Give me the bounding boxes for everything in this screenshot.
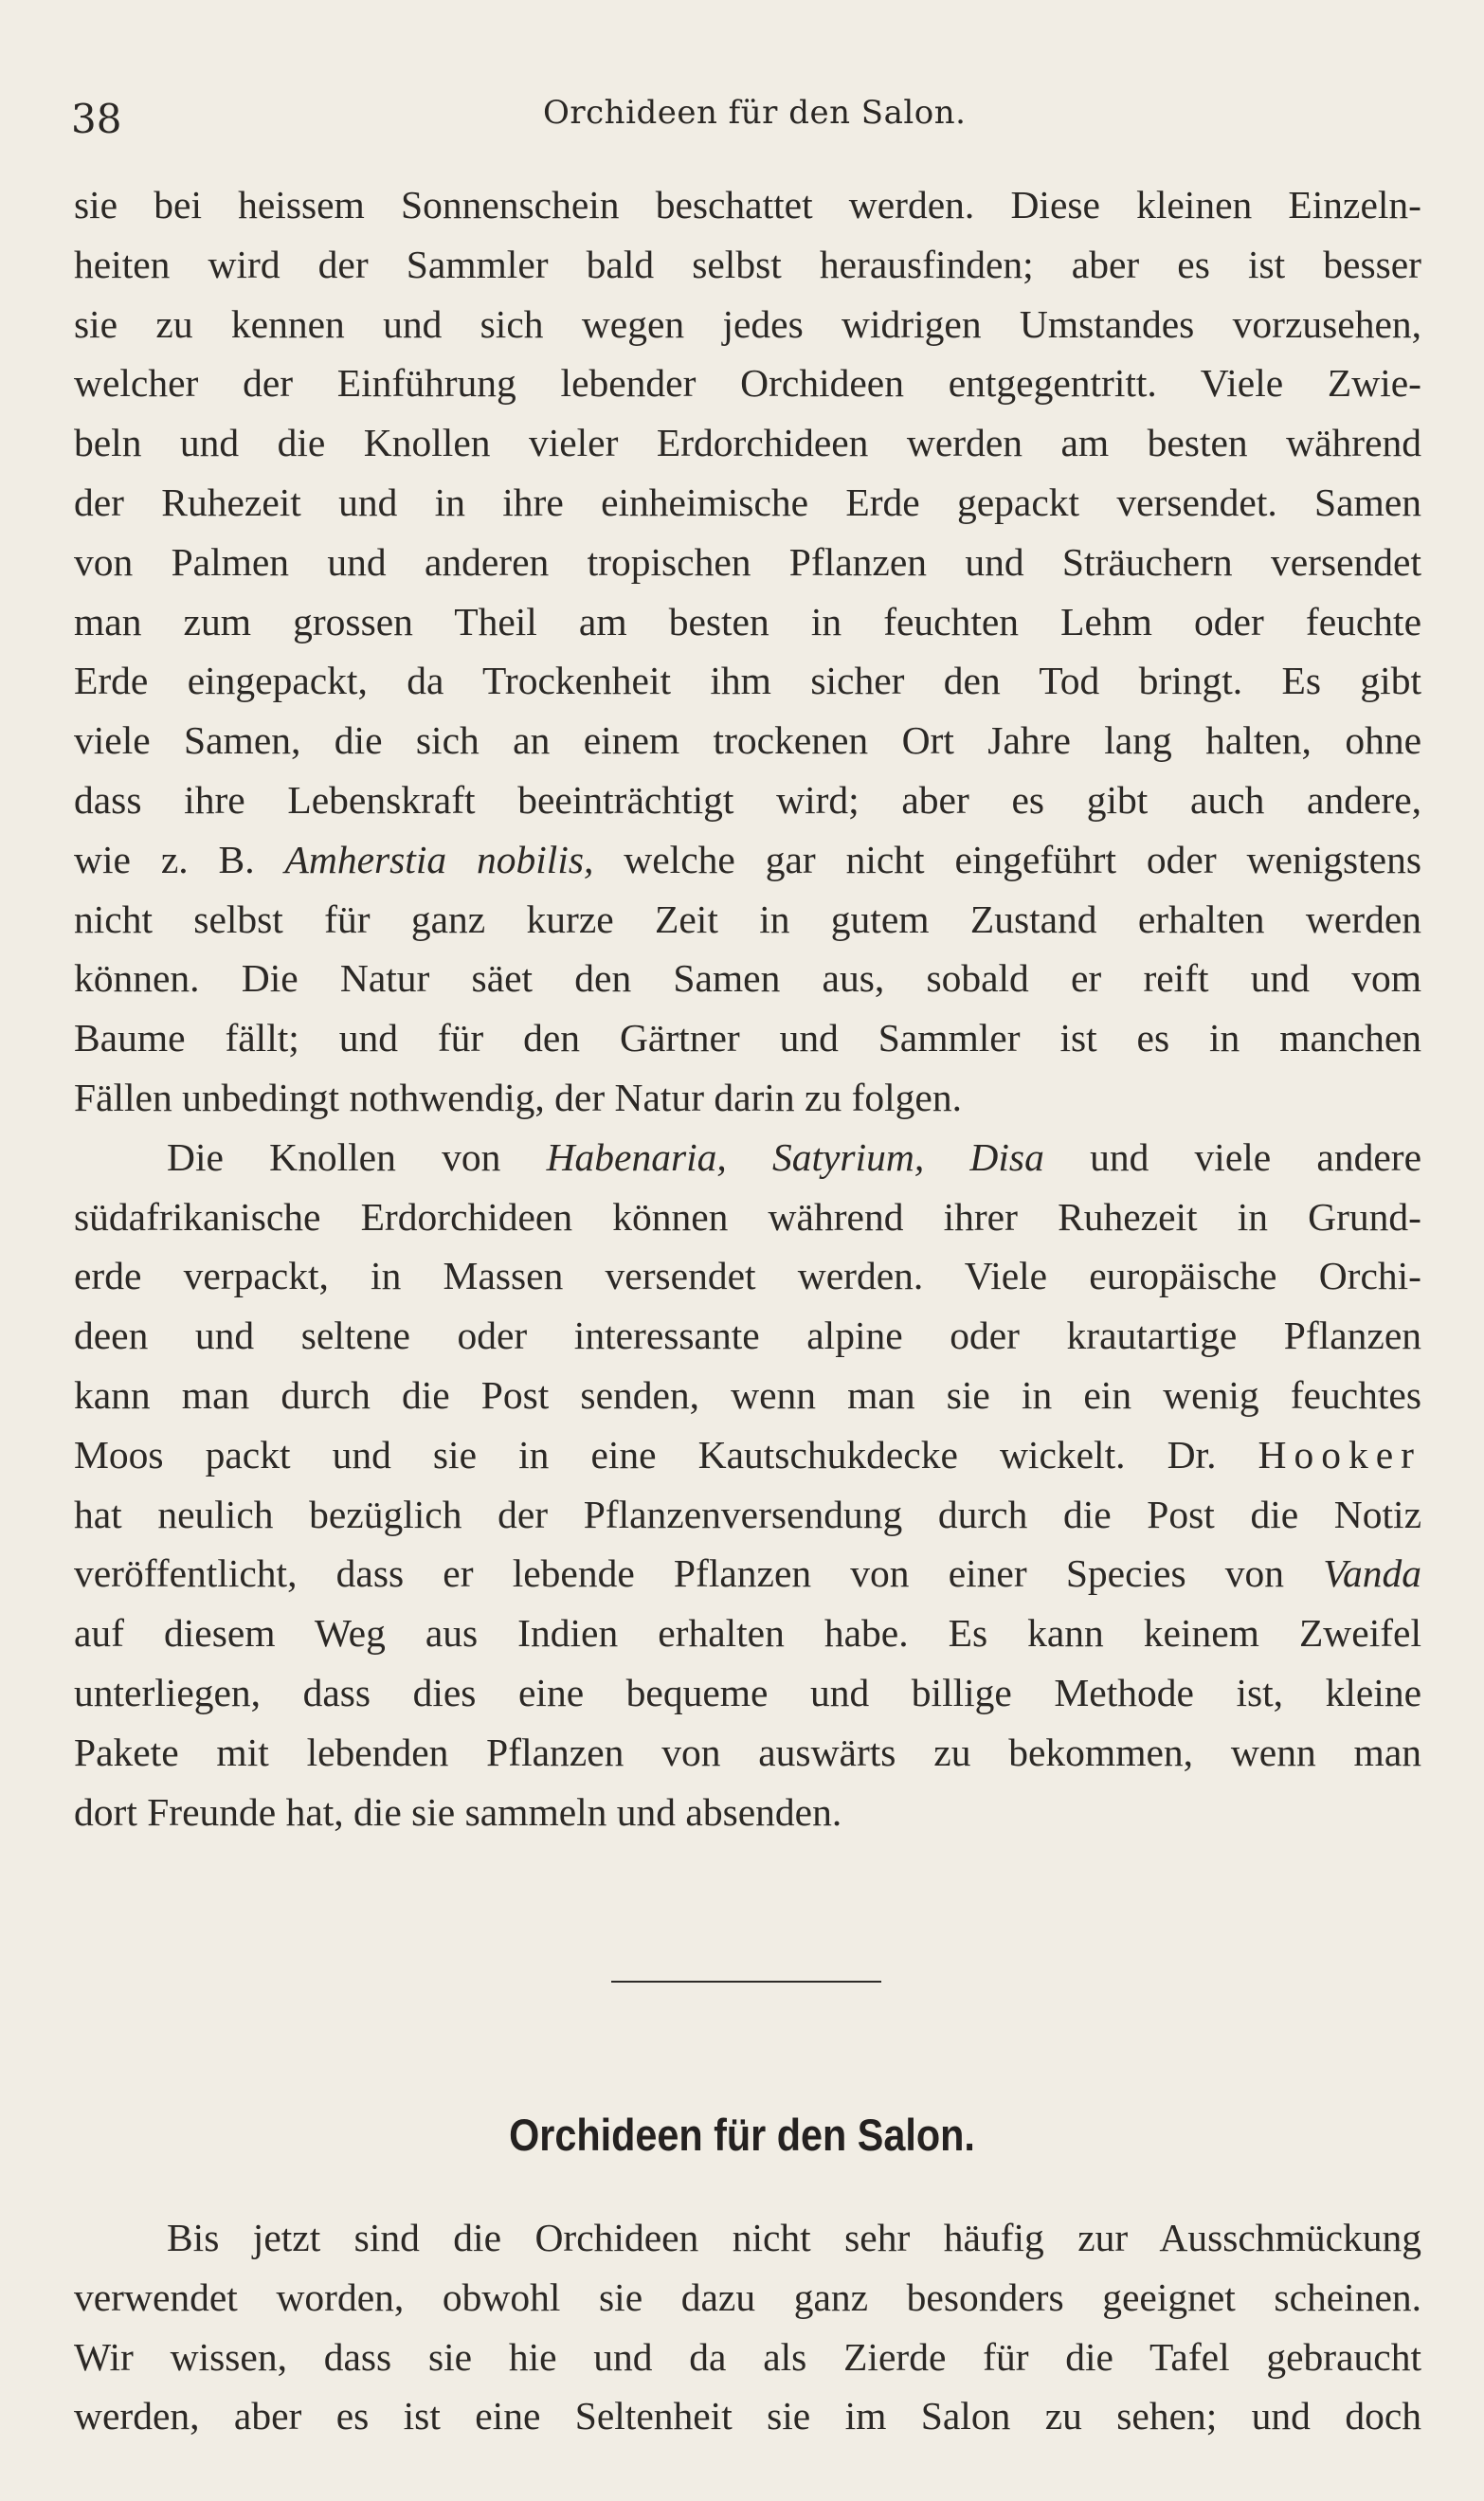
text-line: Baume fällt; und für den Gärtner und Sammler ist es in manchen [74,1016,1421,1060]
text-line: Erde eingepackt, da Trockenheit ihm sicher den Tod bringt. Es gibt [74,659,1421,703]
text-line: man zum grossen Theil am besten in feuchten Lehm oder feuchte [74,599,1421,643]
text-line: von Palmen und anderen tropischen Pflanzen und Sträuchern versendet [74,539,1421,584]
text-line: dass ihre Lebenskraft beeinträchtigt wird; aber es gibt auch andere, [74,777,1421,822]
text-segment: veröffentlicht, dass er lebende Pflanzen von einer Species von [74,1551,1324,1596]
text-line: hat neulich bezüglich der Pflanzenversendung durch die Post die Notiz [74,1492,1421,1536]
text-line: kann man durch die Post senden, wenn man sie in ein wenig feuchtes [74,1372,1421,1417]
text-line: der Ruhezeit und in ihre einheimische Erde gepackt versendet. Samen [74,480,1421,524]
text-line: dort Freunde hat, die sie sammeln und absenden. [74,1789,842,1834]
text-line: Pakete mit lebenden Pflanzen von auswärts zu bekommen, wenn man [74,1730,1421,1774]
spaced-name-hooker: Hooker [1258,1432,1421,1477]
text-line [74,1128,1421,1187]
text-line: welcher der Einführung lebender Orchideen entgegentritt. Viele Zwie- [74,361,1421,406]
text-line: Bis jetzt sind die Orchideen nicht sehr häufig zur Ausschmückung [167,2216,1421,2259]
text-segment: Moos packt und sie in eine Kautschukdecke wickelt. Dr. [74,1432,1258,1477]
text-line: unterliegen, dass dies eine bequeme und billige Methode ist, kleine [74,1670,1421,1714]
text-line: verwendet worden, obwohl sie dazu ganz besonders geeignet scheinen. [74,2274,1421,2319]
text-line [74,1544,1421,1604]
text-line: beln und die Knollen vieler Erdorchideen werden am besten während [74,421,1421,465]
text-line: nicht selbst für ganz kurze Zeit in gutem Zustand erhalten werden [74,897,1421,941]
text-line: erde verpackt, in Massen versendet werden. Viele europäische Orchi- [74,1254,1421,1298]
text-line [74,830,1421,890]
text-line: werden, aber es ist eine Seltenheit sie im Salon zu sehen; und doch [74,2394,1421,2438]
text-line: auf diesem Weg aus Indien erhalten habe. Es kann keinem Zweifel [74,1611,1421,1656]
text-line: südafrikanische Erdorchideen können während ihrer Ruhezeit in Grund- [74,1194,1421,1239]
running-head [71,90,1417,147]
text-segment: welche gar nicht eingeführt oder wenigstens [593,837,1421,881]
text-line: sie zu kennen und sich wegen jedes widrigen Umstandes vorzusehen, [74,301,1421,346]
italic-genus-vanda: Vanda [1323,1551,1421,1596]
text-line: sie bei heissem Sonnenschein beschattet werden. Diese kleinen Einzeln- [74,183,1421,227]
text-segment: wie z. B. [74,837,285,881]
text-line: viele Samen, die sich an einem trockenen Ort Jahre lang halten, ohne [74,718,1421,763]
text-line [74,1425,1421,1485]
text-segment: Die Knollen von [167,1134,547,1179]
text-line: heiten wird der Sammler bald selbst herausfinden; aber es ist besser [74,242,1421,286]
text-line: deen und seltene oder interessante alpine oder krautartige Pflanzen [74,1314,1421,1358]
text-line: Fällen unbedingt nothwendig, der Natur darin zu folgen. [74,1075,962,1119]
section-text [74,2208,1421,2446]
text-line: können. Die Natur säet den Samen aus, sobald er reift und vom [74,956,1421,1001]
italic-genus-names: Habenaria, Satyrium, Disa [546,1134,1044,1179]
body-text [74,175,1421,1841]
section-divider [611,1981,881,1983]
text-line: Wir wissen, dass sie hie und da als Zierde für die Tafel gebraucht [74,2334,1421,2379]
page-number: 38 [71,96,122,142]
italic-species-name: Amherstia nobilis, [284,837,594,881]
running-title: Orchideen für den Salon. [543,94,967,132]
section-heading: Orchideen für den Salon. [509,2110,975,2160]
text-segment: und viele andere [1043,1134,1421,1179]
